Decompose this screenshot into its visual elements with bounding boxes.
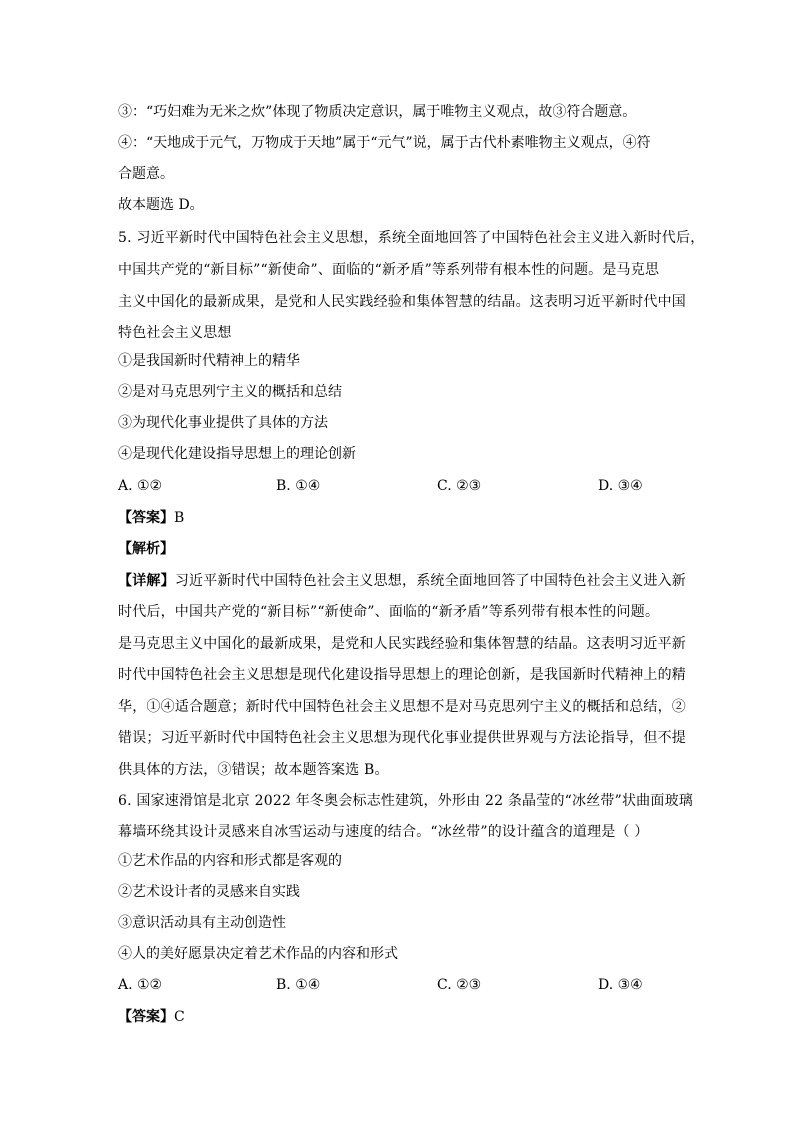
q5-analysis-heading — [118, 539, 174, 559]
q5-option-a: A. ①② — [118, 478, 163, 494]
q5-detail-line: 是马克思主义中国化的最新成果，是党和人民实践经验和集体智慧的结晶。这表明习近平新 — [118, 636, 686, 652]
q5-stem-line: 5. 习近平新时代中国特色社会主义思想，系统全面地回答了中国特色社会主义进入新时代后， — [118, 230, 705, 246]
q5-statement: ①是我国新时代精神上的精华 — [118, 353, 300, 369]
q5-detail-line: 错误；习近平新时代中国特色社会主义思想为现代化事业提供世界观与方法论指导，但不提 — [118, 730, 686, 746]
q5-detail-line: 时代后，中国共产党的“新目标”“新使命”、面临的“新矛盾”等系列带有根本性的问题。 — [118, 604, 660, 620]
detail-text: 习近平新时代中国特色社会主义思想，系统全面地回答了中国特色社会主义进入新 — [174, 573, 687, 589]
q5-statement: ③为现代化事业提供了具体的方法 — [118, 415, 328, 431]
q5-statement: ②是对马克思列宁主义的概括和总结 — [118, 384, 342, 400]
q6-stem-line: 6. 国家速滑馆是北京 2022 年冬奥会标志性建筑，外形由 22 条晶莹的“冰丝带”状曲面玻璃 — [118, 793, 693, 809]
q5-stem-line: 中国共产党的“新目标”“新使命”、面临的“新矛盾”等系列带有根本性的问题。是马克思 — [118, 262, 660, 278]
q6-stem-line: 幕墙环绕其设计灵感来自冰雪运动与速度的结合。“冰丝带”的设计蕴含的道理是（ ） — [118, 824, 649, 840]
q6-option-c: C. ②③ — [437, 977, 482, 993]
q5-statement: ④是现代化建设指导思想上的理论创新 — [118, 446, 356, 462]
answer-value: C — [174, 1009, 185, 1025]
analysis-tag: 【解析】 — [118, 541, 174, 557]
answer-tag: 【答案】 — [118, 1009, 174, 1025]
q6-statement: ②艺术设计者的灵感来自实践 — [118, 884, 300, 900]
q5-option-c: C. ②③ — [437, 478, 482, 494]
q6-option-d: D. ③④ — [598, 977, 643, 993]
q5-detail-line — [118, 571, 686, 591]
q5-option-b: B. ①④ — [276, 478, 321, 494]
prev-explanation-conclusion: 故本题选 D。 — [118, 197, 204, 213]
detail-tag: 【详解】 — [118, 573, 175, 589]
answer-value: B — [174, 510, 185, 526]
q6-option-b: B. ①④ — [276, 977, 321, 993]
q6-statement: ③意识活动具有主动创造性 — [118, 915, 286, 931]
q6-option-a: A. ①② — [118, 977, 163, 993]
q5-stem-line: 特色社会主义思想 — [118, 325, 232, 341]
q6-statement: ①艺术作品的内容和形式都是客观的 — [118, 853, 342, 869]
answer-tag: 【答案】 — [118, 510, 174, 526]
q5-option-d: D. ③④ — [598, 478, 643, 494]
q5-detail-line: 供具体的方法，③错误；故本题答案选 B。 — [118, 762, 389, 778]
q6-statement: ④人的美好愿景决定着艺术作品的内容和形式 — [118, 946, 398, 962]
prev-explanation-item3: ③：“巧妇难为无米之炊”体现了物质决定意识，属于唯物主义观点，故③符合题意。 — [118, 104, 637, 120]
q5-detail-line: 华，①④适合题意；新时代中国特色社会主义思想不是对马克思列宁主义的概括和总结，② — [118, 699, 686, 715]
q5-answer — [118, 508, 184, 528]
q5-stem-line: 主义中国化的最新成果，是党和人民实践经验和集体智慧的结晶。这表明习近平新时代中国 — [118, 294, 686, 310]
q6-answer — [118, 1007, 185, 1027]
prev-explanation-item4-line1: ④：“天地成于元气，万物成于天地”属于“元气”说，属于古代朴素唯物主义观点，④符 — [118, 135, 651, 151]
prev-explanation-item4-line2: 合题意。 — [118, 166, 174, 182]
q5-detail-line: 时代中国特色社会主义思想是现代化建设指导思想上的理论创新，是我国新时代精神上的精 — [118, 667, 686, 683]
